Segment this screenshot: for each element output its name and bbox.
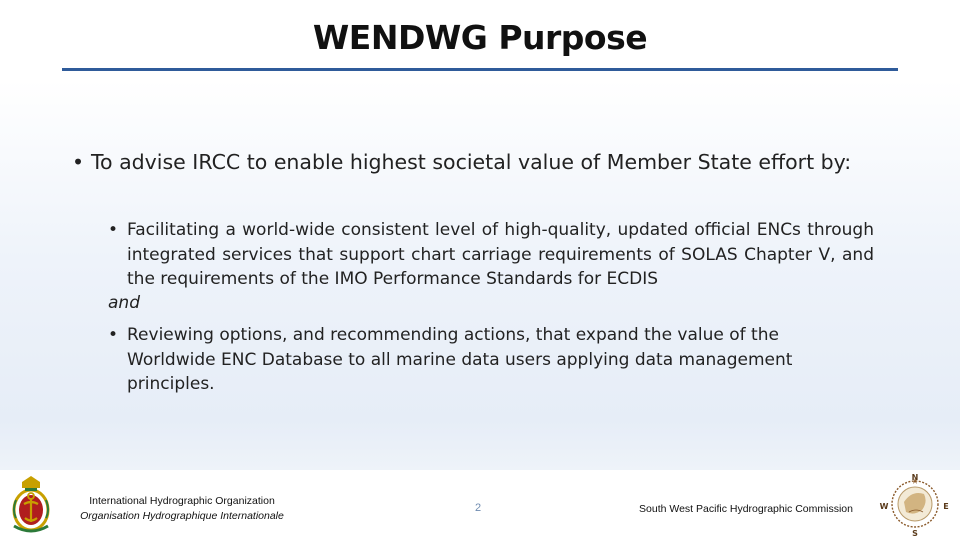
sub-bullet-1 xyxy=(108,218,874,292)
org-name-fr: Organisation Hydrographique Internationale xyxy=(80,510,284,522)
sub-bullet-2 xyxy=(108,323,860,397)
bullet-dot: • xyxy=(72,150,85,174)
bullet-dot: • xyxy=(108,220,119,240)
org-name-en: International Hydrographic Organization xyxy=(89,495,275,507)
commission-name: South West Pacific Hydrographic Commission xyxy=(639,503,853,515)
page-title: WENDWG Purpose xyxy=(312,18,648,57)
compass-letter-w: W xyxy=(879,502,889,511)
compass-letter-n: N xyxy=(911,473,919,482)
compass-letter-e: E xyxy=(943,502,949,511)
iho-emblem-icon xyxy=(10,474,52,536)
bullet-dot: • xyxy=(108,325,119,345)
main-bullet xyxy=(72,150,892,174)
compass-letter-s: S xyxy=(912,529,918,538)
page-number: 2 xyxy=(474,502,482,514)
main-bullet-text: To advise IRCC to enable highest societal value of Member State effort by: xyxy=(91,150,852,174)
connector-text: and xyxy=(108,293,140,313)
sub-bullet-text: Reviewing options, and recommending actions, that expand the value of the Worldwide ENC Database to all marine data users applying data management principles. xyxy=(127,325,793,394)
swphc-compass-logo-icon xyxy=(876,472,954,538)
title-divider xyxy=(62,68,898,71)
sub-bullet-text: Facilitating a world-wide consistent level of high-quality, updated official ENCs through integrated services that support chart carriage requirements of SOLAS Chapter V, and the requirements of the IMO Performance Standards for ECDIS xyxy=(127,220,874,289)
